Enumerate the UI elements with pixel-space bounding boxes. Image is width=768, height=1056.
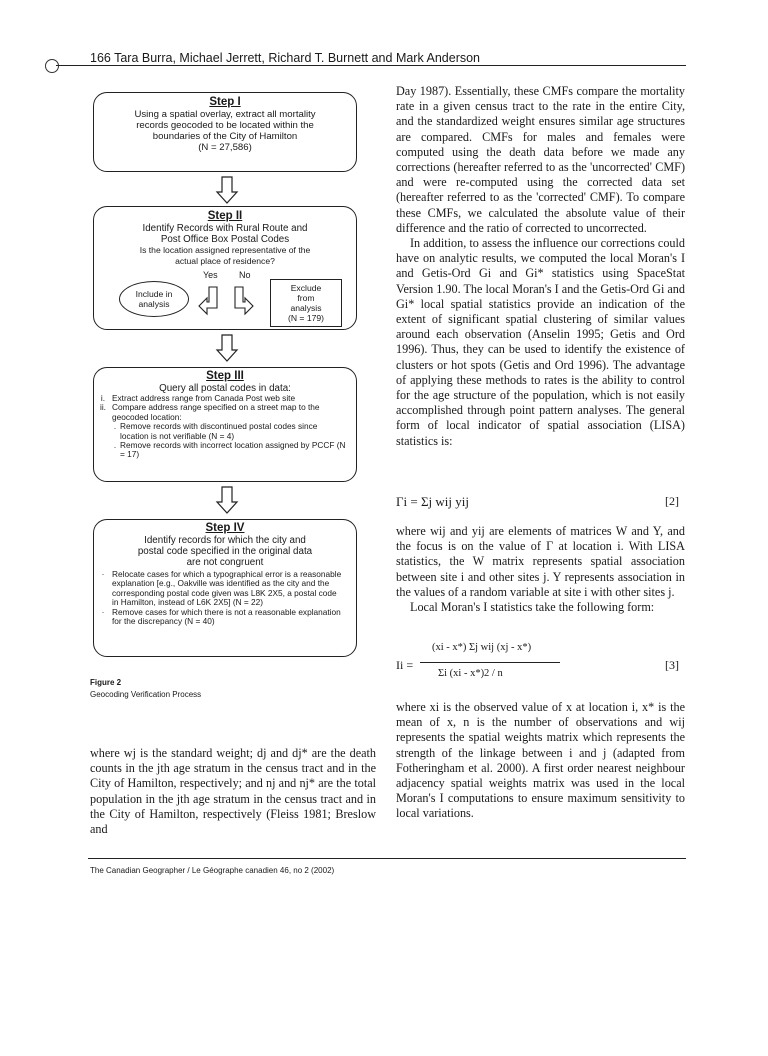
step-3-bullet-1: Remove records with discontinued postal codes since location is not verifiable (N = 4) bbox=[120, 421, 318, 441]
exclude-box bbox=[270, 279, 342, 327]
equation-2-number: [2] bbox=[665, 494, 679, 508]
left-paragraph-1: where wj is the standard weight; dj and dj* are the death counts in the jth age stratum in the census tract and in the City of Hamilton, respectively; and nj and nj* are the total population in the jth age stratum in the census tract and in the City of Hamilton, respectively (Fleiss 1981; Breslow and bbox=[90, 746, 376, 837]
step-3-marker-i: i. bbox=[100, 393, 106, 403]
step-1-box bbox=[93, 92, 357, 172]
right-column-mid bbox=[396, 524, 685, 615]
right-paragraph-3: where wij and yij are elements of matrices W and Y, and the focus is on the value of Γ at location i. With LISA statistics, the W matrix represents spatial association between site i and other sites j. Y represents association in the values of a random variable at site i with other sites j. bbox=[396, 524, 685, 599]
step-2-question-2: actual place of residence? bbox=[175, 256, 275, 266]
step-2-title: Step II bbox=[207, 210, 243, 222]
step-4-title: Step IV bbox=[205, 522, 245, 534]
step-2-line-2: Post Office Box Postal Codes bbox=[160, 234, 290, 245]
exclude-label-4: (N = 179) bbox=[287, 313, 325, 323]
equation-3-lhs: Ii = bbox=[396, 658, 414, 672]
down-arrow-icon bbox=[215, 176, 239, 204]
crop-mark-icon bbox=[45, 59, 59, 73]
step-3-item-i: Extract address range from Canada Post web site bbox=[112, 393, 296, 403]
exclude-label-3: analysis bbox=[290, 303, 322, 313]
bullet-icon: · bbox=[101, 569, 105, 579]
header-rule bbox=[56, 65, 686, 66]
step-1-count: (N = 27,586) bbox=[198, 142, 252, 153]
exclude-label-1: Exclude bbox=[290, 283, 322, 293]
right-column-top bbox=[396, 84, 685, 449]
down-arrow-icon bbox=[215, 486, 239, 514]
left-turn-arrow-icon bbox=[197, 286, 221, 316]
footer-rule bbox=[88, 858, 686, 859]
figure-caption-label: Figure 2 bbox=[90, 678, 122, 687]
step-4-bullet-2: Remove cases for which there is not a reasonable explanation for the discrepancy (N = 40) bbox=[112, 606, 341, 627]
right-column-bottom bbox=[396, 700, 685, 822]
left-column bbox=[90, 746, 376, 837]
include-oval bbox=[119, 281, 189, 317]
equation-3-numerator: (xi - x*) Σj wij (xj - x*) bbox=[432, 642, 532, 653]
step-3-bullet-2: Remove records with incorrect location assigned by PCCF (N = 17) bbox=[120, 440, 346, 460]
step-3-box bbox=[93, 367, 357, 482]
step-3-item-ii: Compare address range specified on a street map to the geocoded location: bbox=[112, 402, 320, 422]
step-1-title: Step I bbox=[209, 96, 241, 108]
step-4-bullet-1: Relocate cases for which a typographical error is a reasonable explanation [e.g., Oakville was identified as the city and the corresponding postal code given was L8K 2X5, a postal code in Hamilton, instead of L6K 2X5] (N = 22) bbox=[112, 569, 342, 608]
step-4-line-1: Identify records for which the city and bbox=[144, 535, 306, 546]
step-3-marker-ii: ii. bbox=[100, 402, 106, 413]
exclude-label-2: from bbox=[297, 293, 315, 303]
journal-footer: The Canadian Geographer / Le Géographe canadien 46, no 2 (2002) bbox=[90, 866, 335, 875]
right-paragraph-2: In addition, to assess the influence our corrections could have on analytic results, we computed the local Moran's I and Getis-Ord Gi and Gi* statistics using SpaceStat Version 1.90. The local Moran's I and the Getis-Ord Gi and Gi* local spatial statistics provide an indication of the extent of significant spatial clustering of similar values around each observation (Anselin 1995; Getis and Ord 1996). Thus, they can be used to identify the existence of clusters or hot spots (Getis and Ord 1996). The advantage of applying these methods to rates is the ability to control for the age structure of the population, which is not easily accomplished through point pattern analyses. The general form of local indicator of spatial association (LISA) statistics is: bbox=[396, 236, 685, 448]
step-4-box bbox=[93, 519, 357, 657]
step-4-line-3: are not congruent bbox=[186, 557, 264, 568]
bullet-icon: . bbox=[113, 421, 117, 432]
bullet-icon: · bbox=[101, 606, 105, 617]
right-turn-arrow-icon bbox=[231, 286, 255, 316]
fraction-bar bbox=[420, 662, 560, 663]
step-1-body: Using a spatial overlay, extract all mortality records geocoded to be located within the boundaries of the City of Hamilton bbox=[134, 109, 316, 142]
bullet-icon: . bbox=[113, 440, 117, 451]
step-4-line-2: postal code specified in the original data bbox=[137, 546, 313, 557]
yes-label: Yes bbox=[203, 270, 218, 280]
equation-3-denominator: Σi (xi - x*)2 / n bbox=[438, 668, 503, 679]
figure-caption-text: Geocoding Verification Process bbox=[90, 690, 202, 699]
no-label: No bbox=[239, 270, 251, 280]
right-paragraph-5: where xi is the observed value of x at location i, x* is the mean of x, n is the number of observations and wij represents the spatial weights matrix which represents the strength of the linkage between i and j (adapted from Fotheringham et al. 2000). A first order nearest neighbour adjacency spatial weights matrix was used in the local Moran's I computations to ensure maximum sensitivity to local variations. bbox=[396, 700, 685, 821]
running-header: 166 Tara Burra, Michael Jerrett, Richard T. Burnett and Mark Anderson bbox=[90, 51, 481, 65]
step-2-question-1: Is the location assigned representative of the bbox=[139, 245, 311, 255]
down-arrow-icon bbox=[215, 334, 239, 362]
include-label-2: analysis bbox=[138, 299, 170, 309]
right-paragraph-4: Local Moran's I statistics take the following form: bbox=[410, 600, 655, 615]
include-label-1: Include in bbox=[135, 289, 173, 299]
step-3-title: Step III bbox=[206, 370, 244, 382]
equation-2: Γi = Σj wij yij bbox=[396, 494, 469, 509]
right-paragraph-1: Day 1987). Essentially, these CMFs compare the mortality rate in a given census tract to the rate in the entire City, and the standardized weight ensures similar age structures are compared. CMFs for males and females were computed using the death data before we made any corrections (hereafter referred to as the 'uncorrected' CMF) and were re-computed using the corrected data set (hereafter referred to as the 'corrected' CMF). To compare these CMFs, we calculated the absolute value of their difference and the ratio of corrected to uncorrected. bbox=[396, 84, 685, 235]
equation-3-number: [3] bbox=[665, 658, 679, 672]
step-3-line-1: Query all postal codes in data: bbox=[159, 383, 291, 394]
step-2-line-1: Identify Records with Rural Route and bbox=[142, 223, 308, 234]
